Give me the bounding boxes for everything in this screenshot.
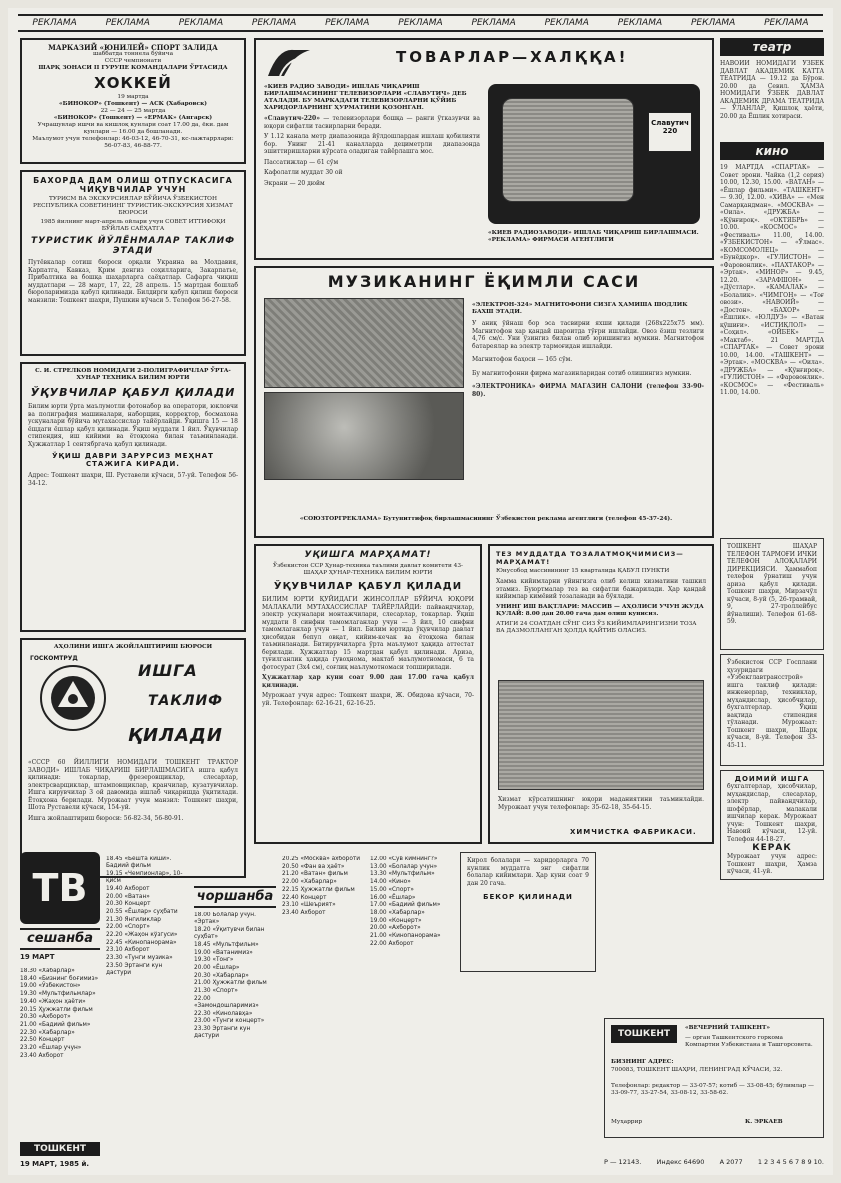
tv-program-line: 21.00 «Бадиий фильм»: [20, 1021, 91, 1028]
hockey-team2: «БИНОКОР» (Тошкент) — «ЕРМАК» (Ангарск): [53, 115, 213, 121]
tv-program-line: 20.25 «Москва» ахбороти: [282, 856, 361, 862]
school2-title: ЎҚУВЧИЛАР ҚАБУЛ ҚИЛАДИ: [273, 581, 463, 592]
school-note: ЎҚИШ ДАВРИ ЗАРУРСИЗ МЕҲНАТ СТАЖИГА КИРАДИ.: [52, 452, 214, 468]
kerak-head: ДОИМИЙ ИШГА: [734, 775, 810, 783]
masthead-phones: Телефонлар: редактор — 33-07-57; котиб — 33-08-45; бўлимлар — 33-09-77, 33-27-54, 33-08-12, 33-58-62.: [611, 1083, 814, 1096]
tv-program-line: 19.15 «Чемпионлар», 10-қисм: [106, 870, 183, 885]
goods-warranty: Кафолатли муддат 30 ой: [264, 169, 343, 176]
vacancy-body: Ўзбекистон ССР Госплани ҳузуридаги «Узбекглавтрансстрой» ишга таклиф қилади: инженерлар, техниклар, муҳандислар, ҳисобчилар, бухгалтерлар. Ўқиш вақтида стипендия тўланади. Мурожаат: Тошкент шаҳри, Шарқ кўчаси, 8-уй. Телефон 33-45-11.: [727, 659, 817, 749]
tv-program-line: 18.00 Болалар учун. «Эртак»: [194, 912, 256, 926]
tv-program-line: 18.00 «Хабарлар»: [370, 909, 425, 916]
school2-sub: Ўзбекистон ССР Ҳунар-техника таълими давлат комитети 43-ШАҲАР ҲУНАР-ТЕХНИКА БИЛИМ ЮРТИ: [272, 563, 464, 576]
masthead-stamp: ТОШКЕНТ: [611, 1025, 677, 1043]
tourism-title: ТУРИСТИК ЙЎЛЁНМАЛАР ТАКЛИФ ЭТАДИ: [30, 236, 236, 256]
tv-program-line: 16.00 «Ёшлар»: [370, 894, 416, 901]
tv-col4: [282, 856, 364, 1156]
tv-program-line: 19.00 «Концерт»: [370, 917, 422, 924]
tv-image: [488, 84, 700, 224]
newspaper-page: [8, 8, 833, 1175]
tv-program-line: 20.00 «Ватан»: [106, 893, 150, 900]
tv-program-line: 23.30 Эртанги кун дастури: [194, 1026, 251, 1040]
school2-hours: Ҳужжатлар ҳар куни соат 9.00 дан 17.00 гача қабул қилинади.: [262, 674, 474, 689]
tv-program-line: 22.00 «Замондошларимиз»: [194, 995, 259, 1009]
tv-col3: [194, 912, 276, 1156]
tv-screen: [502, 98, 634, 202]
hockey-date2: 22 — 24 — 25 мартда: [100, 108, 166, 114]
tv-program-line: 19.00 «Ватанимиз»: [194, 949, 253, 956]
tv-program-line: 20.00 «Ёшлар»: [194, 964, 240, 971]
masthead-editor-label: Муҳаррир: [611, 1119, 643, 1125]
tv-program-line: 19.40 Ахборот: [106, 885, 150, 892]
tv-program-line: 13.00 «Болалар учун»: [370, 863, 438, 870]
tv-program-line: 14.00 «Кино»: [370, 879, 411, 886]
drycleaning-head: ТЕЗ МУДДАТДА ТОЗАЛАТМОҚЧИМИСИЗ—МАРҲАМАТ!: [496, 550, 684, 566]
tv-col2: [106, 856, 188, 1156]
tv-model-label: Славутич 220: [648, 112, 692, 152]
drycleaning-ad: [488, 544, 714, 844]
tv-program-line: 23.10 «Шеърият»: [282, 902, 336, 909]
print-index: Индекс 64690: [656, 1158, 705, 1166]
music-title: МУЗИКАНИНГ ЁҚИМЛИ САСИ: [327, 272, 641, 291]
tourism-sub: ТУРИСМ ВА ЭКСКУРСИЯЛАР БЎЙИЧА ЎЗБЕКИСТОН РЕСПУБЛИКА СОВЕТИНИНГ ТУРИСТИК-ЭКСКУРСИЯ ХИЗМАТ БЮРОСИ: [33, 196, 233, 216]
tv-program-line: 18.45 «Бешта киши». Бадиий фильм: [106, 856, 172, 870]
tv-program-line: 23.40 Ахборот: [282, 909, 326, 916]
tv-date-label: 19 МАРТ: [20, 954, 55, 961]
banner-word: РЕКЛАМА: [32, 18, 77, 28]
hockey-note: Учрашувлар ишчи ва кишлоқ кунлари соат 17.00 да, ёки. дам кунлари — 16.00 да бошланади.: [37, 122, 229, 135]
music-body: У аниқ ўйнаш бор эса тасвирни яхши қилади (268х225х75 мм). Магнитофон хар қандай шароитда тўғри ишлайди. Овоз ёзиш тезлиги 4,76 см/с. Уни ўзингиз билан олиб юришингиз мумкин. Магнитофон батареялар ва электр тармоғидан ишлайди.: [472, 320, 704, 350]
tv-program-line: 22.45 «Кинопанорама»: [106, 939, 177, 946]
cinema-body: 19 МАРТДА «СПАРТАК» — Совет эрони. Чайка (1,2 серия) 10.00, 12.30, 15.00. «ВАТАН» — «Ёшлар фильми». «ТАШКЕНТ» — 9.30, 12.00. «ХИВА» — «Мен Самарқандман». «МОСКВА» — «Оила». «ДРУЖБА» — «Қўнғироқ». «ОКТЯБРЬ» — 10.00. «КОСМОС» — «Фестиваль» 11.00, 14.00. «ЎЗБЕКИСТОН» — «Ўлмас». «КОМСОМОЛЕЦ» — «Бунёдкор». «ГУЛИСТОН» — «Фаровонлик». «ПАХТАКОР» — «Эртак». «МИНОР» — 9.45, 12.20. «ЗАРАФШОН» — «Дўстлар». «КАМАЛАК» — «Болалик». «ЧИМГОН» — «Тоғ овози». «НАВОИЙ» — «Достон». «БАХОР» — «Ёшлик». «ЮЛДУЗ» — «Ватан қўшиғи». «ИСТИҚЛОЛ» — «Соҳил». «ОЙБЕК» — «Мактаб». 21 МАРТДА «СПАРТАК» — Совет эрони 10.00, 14.00. «ТАШКЕНТ» — «Эртак». «МОСКВА» — «Оила». «ДРУЖБА» — «Қўнғироқ». «ГУЛИСТОН» — «Фаровонлик». «КОСМОС» — «Фестиваль» 11.00, 14.00.: [720, 164, 824, 396]
print-info: [604, 1158, 824, 1172]
goskomtrud-title1: ИШГА: [138, 661, 198, 680]
tv-program-line: 19.30 «Мультфильмлар»: [20, 991, 96, 998]
tv-program-line: 18.20 «Ўқитувчи билан суҳбат»: [194, 926, 265, 941]
hockey-title: ХОККЕЙ: [94, 74, 172, 92]
banner-word: РЕКЛАМА: [690, 18, 736, 28]
drycleaning-body: Хамма кийимларни уйингизга олиб келиш хизматини ташкил этамиз. Буюртмалар тез ва сифатли бажарилади. Ҳар қандай кийимлар кимёвий тозаланади ва бўялади.: [496, 578, 706, 600]
tv-day-mid: чоршанба: [194, 886, 276, 908]
school-title: ЎҚУВЧИЛАР ҚАБУЛ ҚИЛАДИ: [30, 386, 236, 399]
masthead-address-head: БИЗНИНГ АДРЕС:: [611, 1059, 674, 1065]
footer-date: 19 МАРТ, 1985 й.: [20, 1160, 90, 1168]
tv-program-line: 20.00 «Ахборот»: [370, 925, 421, 932]
kerak-ad: [720, 770, 824, 880]
tv-program-line: 13.30 «Мультфильм»: [370, 871, 435, 878]
tv-program-line: 22.30 «Кинолавҳа»: [194, 1010, 253, 1017]
tv-program-line: 20.30 Концерт: [106, 901, 151, 908]
goods-caption: «КИЕВ РАДИОЗАВОДИ» ИШЛАБ ЧИҚАРИШ БИРЛАШМАСИ. «РЕКЛАМА» ФИРМАСИ АГЕНТЛИГИ: [488, 230, 699, 243]
tv-program-line: 22.20 «Жаҳон кўзгуси»: [106, 932, 178, 939]
school-addr: Адрес: Тошкент шаҳри, Ш. Руставели кўчаси, 57-уй. Телефон 56-34-12.: [28, 472, 238, 487]
tv-col3-head: [194, 856, 276, 876]
tv-program-line: 21.20 «Ватан» фильм: [282, 871, 348, 878]
drycleaning-photo: [498, 680, 704, 790]
tv-program-line: 23.50 Эртанги кун дастури: [106, 962, 163, 977]
theatre-body: НАВОИЙ НОМИДАГИ ЎЗБЕК ДАВЛАТ АКАДЕМИК КАТТА ТЕАТРИДА — 19.12 да Бўрон. 20.00 да Севил. ҲАМЗА НОМИДАГИ ЎЗБЕК ДАВЛАТ АКАДЕМИК ДРАМА ТЕАТРИДА — ЎЛАНЛАР, Қишлоқ ҳаёти, 20.00 да Ёшлик хотираси.: [720, 60, 824, 120]
masthead: [604, 1018, 824, 1138]
tv-program-line: 12.00 «Сув кимнинг?»: [370, 856, 438, 862]
music-firm: «ЭЛЕКТРОНИКА» ФИРМА МАГАЗИН САЛОНИ (телефон 33-90-80).: [472, 383, 704, 398]
tourism-head: БАХОРДА ДАМ ОЛИШ ОТПУСКАСИГА ЧИҚУВЧИЛАР УЧУН: [33, 176, 233, 194]
tv-program-line: 23.30 «Тунги музика»: [106, 955, 173, 962]
drycleaning-sub: Юнусобод массивининг 15 кварталида ҚАБУЛ ПУНКТИ: [496, 568, 670, 574]
goods-cabinet: Экрани — 20 дюйм: [264, 179, 325, 187]
tv-col5: [370, 856, 452, 1156]
tv-program-line: 23.00 «Тунги концерт»: [194, 1018, 265, 1025]
goods-body: У 1.12 канала метр диапазонида йўлдошлардан ишлаш қобилияти бор. Унинг 21-41 каналларда дециметрли диапазонда эшиттиришларни кўрсата оладиган тайёрлашга мос.: [264, 133, 480, 155]
banner-word: РЕКЛАМА: [544, 18, 589, 28]
tv-program-line: 21.30 Янгиликлар: [106, 916, 161, 923]
tv-col1: [20, 968, 100, 1144]
hockey-ad: [20, 38, 246, 164]
print-numbers: 1 2 3 4 5 6 7 8 9 10.: [757, 1158, 824, 1166]
cassette-photo: [264, 392, 464, 480]
music-text-column: [472, 302, 704, 398]
banner-word: РЕКЛАМА: [251, 18, 297, 28]
misc-ad-body: Кирол болалари — харидорларга 70 кунлик муддатга энг сифатли болалар кийимлари. Ҳар куни соат 9 дан 20 гача.: [467, 857, 589, 887]
drycleaning-sign: ХИМЧИСТКА ФАБРИКАСИ.: [570, 828, 697, 836]
masthead-sub: — орган Ташкентского горкома Компартии Узбекистана и Ташгорсовета.: [685, 1035, 813, 1048]
tv-day-left: сешанба: [20, 928, 100, 950]
tv-program-line: 22.00 «Спорт»: [106, 924, 150, 931]
school-body: Билим юрти ўрта маълумотли фотонабор ва оператори, юкловчи ва полиграфия машиналари, наборщик, корректор, босмахона ускуналари бўйича мутахассислар тайёрлайди. Ўқишга 15 — 18 ёшдаги ёшлар қабул қилинади. Ўқиш муддати 1 йил. Ўқувчилар стипендия, иш кийими ва ётоқхона билан таъминланади. Ҳужжатлар 1 сентябргача қабул қилинади.: [28, 403, 238, 448]
music-price: Магнитофон баҳоси — 165 сўм.: [472, 356, 573, 363]
theatre-header: театр: [720, 38, 824, 56]
banner-word: РЕКЛАМА: [105, 18, 150, 28]
tv-program-line: 23.10 Ахборот: [106, 947, 150, 954]
goskomtrud-head: АҲОЛИНИ ИШГА ЖОЙЛАШТИРИШ БЮРОСИ: [53, 644, 213, 650]
hockey-sub3: ШАРҚ ЗОНАСИ II ГУРУПЕ КОМАНДАЛАРИ ЎРТАСИДА: [38, 65, 228, 71]
tv-program-line: 18.30 «Хабарлар»: [20, 968, 75, 974]
tv-program-line: 21.00 «Кинопанорама»: [370, 933, 441, 940]
misc-ad: [460, 852, 596, 972]
tv-program-line: 23.20 «Ёшлар учун»: [20, 1045, 82, 1052]
goods-tv-line: [264, 115, 480, 130]
goods-ad: [254, 38, 714, 260]
kerak-sub: Мурожаат учун адрес: Тошкент шаҳри, Ҳамза кўчаси, 41-уй.: [727, 853, 817, 875]
hockey-sub1: шаббатда тоннела бўйича: [92, 51, 174, 57]
goods-tv-desc: — телевизорлари бошқа — ранги ўтказувчи ва юқори сифатли тасвирларни беради.: [264, 115, 480, 130]
banner-word: РЕКЛАМА: [764, 18, 809, 28]
school-head: С. И. СТРЕЛКОВ НОМИДАГИ 2-ПОЛИГРАФИЧЛАР ЎРТА-ХУНАР ТЕХНИКА БИЛИМ ЮРТИ: [35, 368, 231, 381]
goods-title: ТОВАРЛАР—ХАЛҚҚА!: [396, 48, 629, 66]
tourism-body: Путёвкалар сотиш бюроси орқали Украина ва Молдавия, Карпатга, Кавказ, Қрим денгиз соҳилларига, Закарпатье, Прибалтика ва бошқа шаҳарларга саёҳатлар. Сафарга чиқиш муддатлари — 28 март, 17, 22, 28 апрель. 15 мартдан бошлаб бюроларимизда қабул қилинади. Билдирги қабул қилиш бюроси манзили: Тошкент шаҳри, Пушкин кўчаси 5. Телефон 56-27-58.: [28, 259, 238, 304]
goskomtrud-emblem: [38, 663, 108, 733]
drycleaning-note: Хизмат кўрсатишнинг юқори маданиятини таъминлайди. Мурожаат учун телефонлар: 35-62-18, 35-64-15.: [498, 796, 704, 811]
tv-program-line: 22.30 «Хабарлар»: [20, 1029, 75, 1036]
hockey-tel: Маълумот учун телефонлар: 46-03-12, 46-70-31, кс-лажтаррлари: 56-07-83, 46-88-77.: [32, 136, 234, 149]
masthead-address: 700083, ТОШКЕНТ ШАҲРИ, ЛЕНИНГРАД КЎЧАСИ, 32.: [611, 1067, 783, 1073]
school2-ad: [254, 544, 482, 844]
school-ad: [20, 362, 246, 632]
tv-program-line: 20.50 «Фан ва ҳаёт»: [282, 863, 345, 870]
music-note: Бу магнитофонни фирма магазинларидан сотиб олишингиз мумкин.: [472, 369, 692, 377]
footer-logo: ТОШКЕНТ: [20, 1142, 100, 1156]
drycleaning-urgent: АТИГИ 24 СОАТДАН СЎНГ СИЗ ЎЗ КИЙИМЛАРИНГИЗНИ ТОЗА ВА ДАЗМОЛЛАНГАН ҲОЛДА ҚАЙТИБ ОЛАСИЗ.: [496, 620, 697, 634]
hockey-date1: 19 мартда: [117, 94, 149, 100]
tourism-ad: [20, 170, 246, 356]
banner-word: РЕКЛАМА: [471, 18, 516, 28]
goods-tv-name: «Славутич-220»: [264, 115, 320, 122]
goods-logo-icon: [264, 46, 314, 80]
tv-program-line: 20.55 «Ёшлар» суҳбати: [106, 908, 178, 915]
tv-program-line: 19.40 «Жаҳон ҳаёти»: [20, 998, 86, 1005]
tv-program-line: 22.50 Концерт: [20, 1037, 65, 1044]
street-photo: [264, 298, 464, 388]
school2-addr: Мурожаат учун адрес: Тошкент шаҳри, Ж. Обидова кўчаси, 70-уй. Телефонлар: 62-16-21, 62-16-25.: [262, 692, 474, 707]
goskomtrud-title3: ҚИЛАДИ: [128, 725, 223, 746]
goods-price: — 61 сўм: [309, 158, 339, 166]
tv-program-line: 18.45 «Мультфильм»: [194, 941, 259, 948]
kerak-body: бухгалтерлар, ҳисобчилар, муҳандислар, слесарлар, электр пайвандчилар, шофёрлар, малакали ишчилар керак. Мурожаат учун: Тошкент шаҳри, Навоий кўчаси, 12-уй. Телефон 44-18-27.: [727, 783, 817, 843]
hockey-team1: «БИНОКОР» (Тошкент) — АСК (Хабаровск): [59, 101, 207, 107]
print-order: Р — 12143.: [604, 1158, 642, 1166]
drycleaning-hours: УНИНГ ИШ ВАҚТЛАРИ: МАССИВ — АҲОЛИСИ УЧУН ЖУДА ҚУЛАЙ: 8.00 дан 20.00 гача дам олиш кунисиз.: [496, 603, 704, 617]
tv-program-line: 20.15 Ҳужжатли фильм: [20, 1006, 93, 1013]
vacancy-ad: [720, 654, 824, 766]
tv-logo: ТВ: [20, 852, 100, 924]
masthead-title: «ВЕЧЕРНИЙ ТАШКЕНТ»: [685, 1025, 770, 1031]
tv-program-line: 21.00 Ҳужжатли фильм: [194, 980, 267, 987]
print-type: А 2077: [719, 1158, 743, 1166]
tv-program-line: 22.40 Концерт: [282, 894, 327, 901]
goods-price-line: [264, 159, 480, 167]
goskomtrud-body: «СССР 60 ЙИЛЛИГИ НОМИДАГИ ТОШКЕНТ ТРАКТОР ЗАВОДИ» ИШЛАБ ЧИҚАРИШ БИРЛАШМАСИГА ишга қабул қилинади: токарлар, фрезеровщиклар, слесарлар, электрсварщиклар, штамповщиклар, кранчилар, кузатувчилар. Ишга кирувчилар 3 ой давомида ишлаб чиқаришда ўқитилади. Ётоқхона берилади. Мурожаат учун манзил: Тошкент шаҳри, Шота Руставели кўчаси, 154-уй.: [28, 759, 238, 811]
music-sub: «ЭЛЕКТРОН-324» МАГНИТОФОНИ СИЗГА ҲАМИША ШОДЛИК БАХШ ЭТАДИ.: [472, 302, 688, 315]
telephone-ad-body: ТОШКЕНТ ШАҲАР ТЕЛЕФОН ТАРМОҒИ ИЧКИ ТЕЛЕФОН АЛОҚАЛАРИ ДИРЕКЦИЯСИ. Ҳаммабоп телефон ўрнатиш учун ариза қабул қилади. Тошкент шаҳри, Мирзачўл кўчаси, 8-уй (5, 26-трамвай, 9, 27-троллейбус йўналиши). Телефон 61-68-59.: [727, 543, 817, 625]
tourism-sub2: 1985 йилнинг март-апрель ойлари учун СОВЕТ ИТТИФОҚИ БЎЙЛАБ САЁҲАТГА: [40, 219, 226, 232]
telephone-ad: [720, 538, 824, 650]
banner-word: РЕКЛАМА: [178, 18, 224, 28]
goods-intro: «КИЕВ РАДИО ЗАВОДИ» ИШЛАБ ЧИҚАРИШ БИРЛАШМАСИНИНГ ТЕЛЕВИЗОРЛАРИ «СЛАВУТИЧ» ДЕБ АТАЛАДИ. БУ МАРКАДАГИ ТЕЛЕВИЗОРЛАРНИ ҚЎЙИБ ХАРИДОРЛАРНИНГ ҲУРМАТИНИ ҚОЗОНГАН.: [264, 84, 467, 111]
kerak-title: КЕРАК: [752, 843, 792, 853]
tv-program-line: 15.00 «Спорт»: [370, 886, 414, 893]
reklama-banner: [18, 14, 823, 32]
goskomtrud-ad: [20, 638, 246, 878]
banner-word: РЕКЛАМА: [325, 18, 370, 28]
tv-program-line: 17.00 «Бадиий фильм»: [370, 902, 441, 909]
goods-price-label: Пассатижлар: [264, 158, 308, 166]
music-ad: [254, 266, 714, 538]
banner-word: РЕКЛАМА: [398, 18, 443, 28]
hockey-org: МАРКАЗИЙ «ЮНИЛЕЙ» СПОРТ ЗАЛИДА: [48, 43, 218, 52]
banner-word: РЕКЛАМА: [617, 18, 663, 28]
goskomtrud-title2: ТАКЛИФ: [148, 693, 224, 709]
school2-body: БИЛИМ ЮРТИ ҚУЙИДАГИ ЖИНСОЛЛАР БЎЙИЧА ЮҚОРИ МАЛАКАЛИ МУТАХАССИСЛАР ТАЙЁРЛАЙДИ: пайвандчилар, электр ускуналари монтажчилари, слесарлар, токарлар. Ўқиш муддати 8 синфни тамомлаганлар учун — 3 йил, 10 синфни тамомлаганлар учун — 1 йил. Билим юртида ўқувчилар давлат ҳисобидан бепул овқат, кийим-кечак ва ётоқхона билан таъминланади. Битирувчиларга ўрта маълумот ҳақида аттестат берилади. Ҳужжатлар 15 мартдан қабул қилинади. Ариза, туғилганлик ҳақида гувоҳнома, мактаб маълумотномаси, 6 та фотосурат (3х4 см), соғлиқ маълумотномаси топширилади.: [262, 596, 474, 671]
tv-program-line: 20.30 «Ахборот»: [20, 1014, 71, 1021]
tv-program-line: 18.40 «Бизнинг боғимиз»: [20, 975, 99, 982]
goskomtrud-badge: ГОСКОМТРУД: [30, 655, 78, 662]
tv-program-line: 19.30 «Тонг»: [194, 957, 234, 964]
tv-program-line: 21.30 «Спорт»: [194, 988, 238, 995]
tv-program-line: 22.00 «Хабарлар»: [282, 879, 337, 886]
cinema-header: кино: [720, 142, 824, 160]
misc-ad-title: БЕКОР ҚИЛИНАДИ: [483, 893, 573, 901]
music-footer: «СОЮЗТОРГРЕКЛАМА» Бутуниттифоқ бирлашмасининг Ўзбекистон реклама агентлиги (телефон 45-37-24).: [299, 516, 673, 522]
goods-text-column: [264, 84, 480, 187]
tv-program-line: 22.00 Ахборот: [370, 940, 414, 947]
hockey-sub2: СССР чемпионати: [104, 58, 162, 64]
school2-head: УҚИШГА МАРҲАМАТ!: [304, 550, 432, 560]
tv-program-line: 22.15 Ҳужжатли фильм: [282, 886, 355, 893]
tv-program-line: 23.40 Ахборот: [20, 1052, 64, 1059]
masthead-editor-name: К. ЭРКАЕВ: [745, 1119, 783, 1125]
tv-program-line: 19.00 «Ўзбекистон»: [20, 983, 81, 990]
goskomtrud-tel: Ишга жойлаштириш бюроси: 56-82-34, 56-80-91.: [28, 814, 184, 822]
tv-program-line: 20.30 «Хабарлар»: [194, 972, 249, 979]
